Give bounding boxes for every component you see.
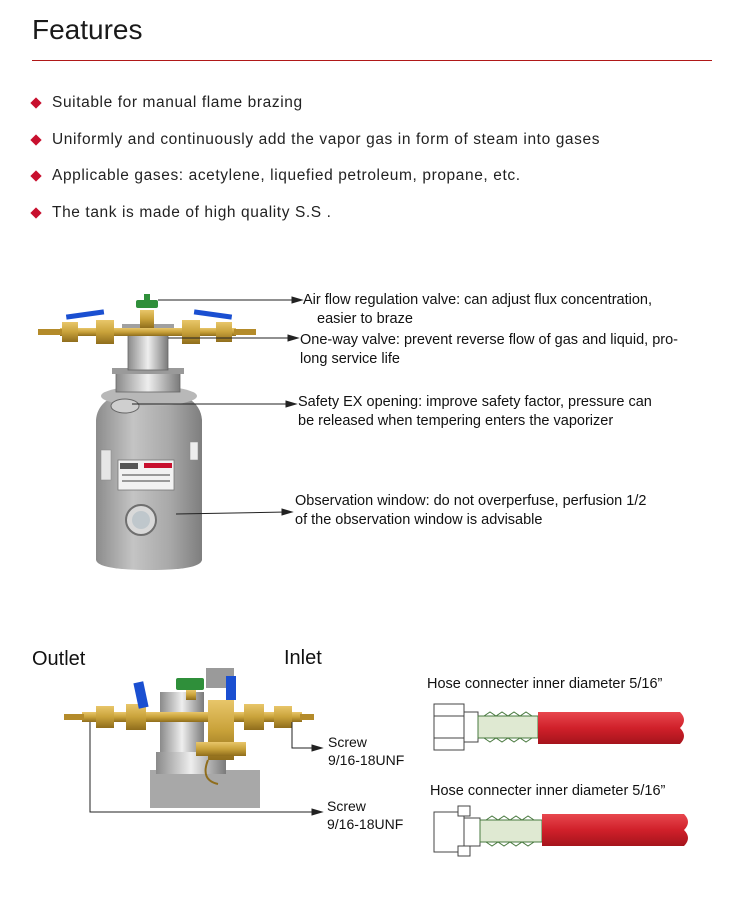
screw-label-1	[328, 733, 404, 769]
vaporizer-tank	[38, 294, 256, 570]
hose-label-2: Hose connecter inner diameter 5/16”	[430, 783, 666, 799]
connector-assembly	[64, 668, 314, 808]
callout-line: of the observation window is advisable	[295, 512, 543, 528]
page-title: Features	[32, 14, 143, 45]
callout-safety	[298, 393, 652, 431]
callout-line: One-way valve: prevent reverse flow of gas and liquid, pro-	[300, 332, 678, 348]
outlet-label: Outlet	[32, 648, 86, 670]
feature-text: Suitable for manual flame brazing	[52, 94, 303, 111]
feature-text: Uniformly and continuously add the vapor gas in form of steam into gases	[52, 131, 601, 148]
callout-line: be released when tempering enters the vaporizer	[298, 413, 614, 429]
callout-line: Safety EX opening: improve safety factor, pressure can	[298, 394, 652, 410]
callout-line: easier to braze	[317, 311, 413, 327]
callout-line: long service life	[300, 351, 400, 367]
screw-line: 9/16-18UNF	[328, 752, 405, 768]
screw-line: Screw	[327, 798, 366, 814]
callout-one-way	[300, 331, 678, 369]
callout-line: Observation window: do not overperfuse, perfusion 1/2	[295, 493, 647, 509]
feature-text: The tank is made of high quality S.S .	[52, 204, 332, 221]
inlet-label: Inlet	[284, 647, 322, 669]
screw-line: Screw	[328, 734, 367, 750]
hose-connector-diagram-2	[434, 806, 688, 856]
screw-label-2	[327, 797, 403, 833]
screw-line: 9/16-18UNF	[327, 816, 404, 832]
hose-label-1: Hose connecter inner diameter 5/16”	[427, 676, 663, 692]
callout-line: Air flow regulation valve: can adjust flux concentration,	[303, 292, 652, 308]
hose-connector-diagram-1	[434, 704, 684, 750]
callout-observation	[295, 492, 646, 530]
callout-air-flow	[303, 291, 652, 329]
feature-text: Applicable gases: acetylene, liquefied petroleum, propane, etc.	[52, 167, 521, 184]
